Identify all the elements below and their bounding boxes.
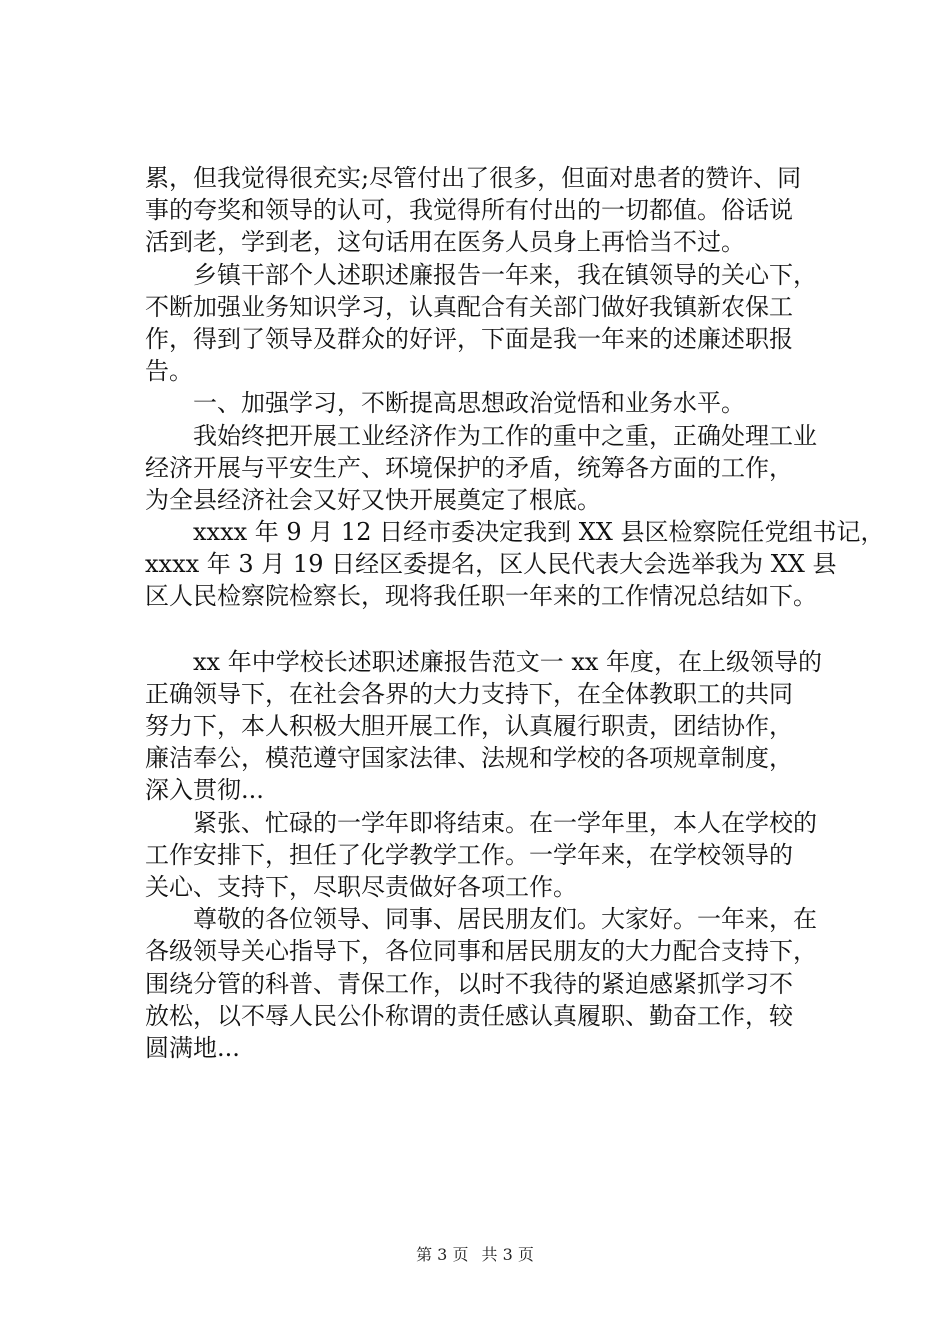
text-line: 尊敬的各位领导、同事、居民朋友们。大家好。一年来，在	[145, 905, 817, 934]
text-line: 放松，以不辱人民公仆称谓的责任感认真履职、勤奋工作，较	[145, 1001, 793, 1030]
text-line: 工作安排下，担任了化学教学工作。一学年来，在学校领导的	[145, 840, 793, 869]
text-line: 不断加强业务知识学习，认真配合有关部门做好我镇新农保工	[145, 292, 793, 321]
text-line: 正确领导下，在社会各界的大力支持下，在全体教职工的共同	[145, 679, 793, 708]
text-line: 乡镇干部个人述职述廉报告一年来，我在镇领导的关心下，	[145, 260, 817, 289]
text-line: 活到老，学到老，这句话用在医务人员身上再恰当不过。	[145, 228, 745, 257]
text-line: 累，但我觉得很充实;尽管付出了很多，但面对患者的赞许、同	[145, 164, 802, 192]
text-line: 关心、支持下，尽职尽责做好各项工作。	[145, 872, 577, 901]
text-line: 经济开展与平安生产、环境保护的矛盾，统筹各方面的工作，	[145, 453, 793, 482]
text-block-2	[145, 646, 845, 1064]
text-line: xxxx 年 3 月 19 日经区委提名，区人民代表大会选举我为 XX 县	[145, 550, 837, 579]
text-line: xxxx 年 9 月 12 日经市委决定我到 XX 县区检察院任党组书记，	[145, 518, 885, 547]
text-line: 深入贯彻...	[145, 776, 264, 805]
text-line: 各级领导关心指导下，各位同事和居民朋友的大力配合支持下，	[145, 937, 817, 966]
text-line: 圆满地...	[145, 1033, 240, 1062]
text-line: 努力下，本人积极大胆开展工作，认真履行职责，团结协作，	[145, 712, 793, 740]
text-line: 我始终把开展工业经济作为工作的重中之重，正确处理工业	[145, 421, 817, 450]
text-line: 区人民检察院检察长，现将我任职一年来的工作情况总结如下。	[145, 582, 817, 611]
text-block-1	[145, 162, 885, 613]
text-line: 告。	[145, 357, 193, 386]
text-line: 一、加强学习，不断提高思想政治觉悟和业务水平。	[145, 389, 745, 418]
page-footer	[0, 1245, 950, 1265]
document-body	[145, 162, 885, 1064]
text-line: 为全县经济社会又好又快开展奠定了根底。	[145, 485, 601, 514]
text-line: xx 年中学校长述职述廉报告范文一 xx 年度，在上级领导的	[145, 647, 823, 676]
page-number: 第 3 页	[416, 1245, 469, 1264]
text-line: 紧张、忙碌的一学年即将结束。在一学年里，本人在学校的	[145, 808, 817, 837]
page-total: 共 3 页	[481, 1245, 534, 1264]
paragraph-gap	[145, 613, 845, 646]
text-line: 围绕分管的科普、青保工作，以时不我待的紧迫感紧抓学习不	[145, 969, 793, 998]
text-line: 事的夸奖和领导的认可，我觉得所有付出的一切都值。俗话说	[145, 196, 793, 225]
text-line: 廉洁奉公，模范遵守国家法律、法规和学校的各项规章制度，	[145, 744, 793, 773]
text-line: 作，得到了领导及群众的好评，下面是我一年来的述廉述职报	[145, 324, 793, 353]
